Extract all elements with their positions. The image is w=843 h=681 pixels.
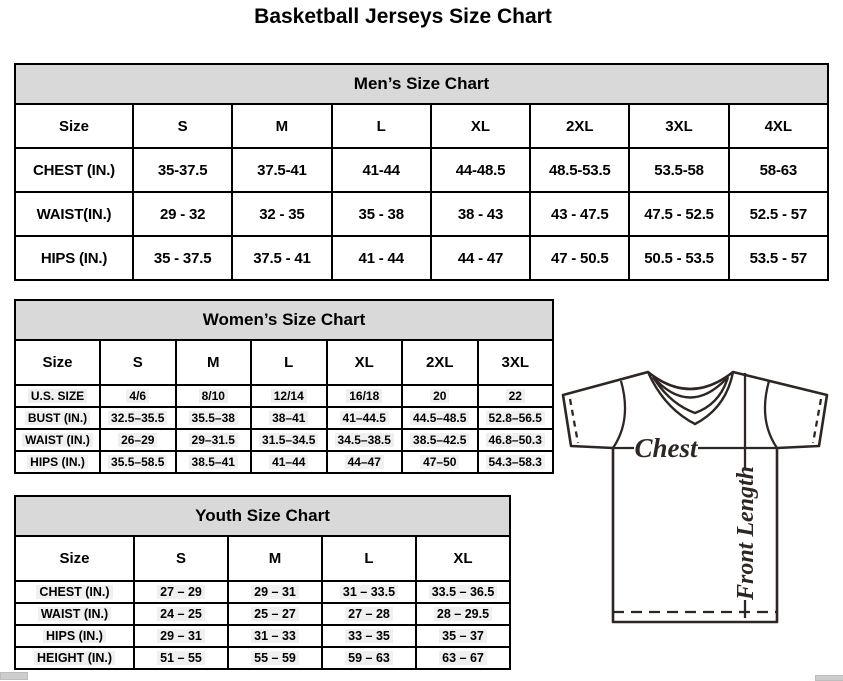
size-value-text: 16/18 xyxy=(346,389,382,403)
size-value-text: 46.8–50.3 xyxy=(486,433,545,447)
table-row xyxy=(15,429,553,451)
size-value-text: 38–41 xyxy=(269,411,308,425)
size-value-text: 38.5–41 xyxy=(189,455,238,469)
row-label xyxy=(15,451,100,473)
row-label xyxy=(15,407,100,429)
size-value-text: 52.8–56.5 xyxy=(486,411,545,425)
size-value: 58-63 xyxy=(729,148,828,192)
table-row xyxy=(15,192,828,236)
column-header: 3XL xyxy=(478,340,554,385)
table-row xyxy=(15,603,510,625)
row-label: CHEST (IN.) xyxy=(15,148,133,192)
size-value xyxy=(251,451,327,473)
row-label-text: WAIST (IN.) xyxy=(38,607,111,621)
size-value xyxy=(251,407,327,429)
column-header: M xyxy=(176,340,252,385)
size-value: 48.5-53.5 xyxy=(530,148,629,192)
row-label xyxy=(15,647,134,669)
size-value xyxy=(251,429,327,451)
row-label-text: U.S. SIZE xyxy=(28,389,87,403)
table-row xyxy=(15,625,510,647)
size-value: 44 - 47 xyxy=(431,236,530,280)
size-value xyxy=(134,647,228,669)
size-value-text: 27 – 28 xyxy=(345,607,393,621)
row-label-text: HEIGHT (IN.) xyxy=(34,651,115,665)
size-value xyxy=(228,603,322,625)
size-value-text: 44.5–48.5 xyxy=(410,411,469,425)
row-label: HIPS (IN.) xyxy=(15,236,133,280)
size-value xyxy=(327,385,403,407)
table-row xyxy=(15,581,510,603)
size-value-text: 29 – 31 xyxy=(251,585,299,599)
table-row xyxy=(15,236,828,280)
size-value: 41 - 44 xyxy=(332,236,431,280)
row-label xyxy=(15,603,134,625)
size-value: 35 - 37.5 xyxy=(133,236,232,280)
column-header-row xyxy=(15,340,553,385)
table-row xyxy=(15,385,553,407)
column-header: 4XL xyxy=(729,104,828,148)
row-label-text: CHEST (IN.) xyxy=(36,585,112,599)
table-header-band xyxy=(15,300,553,340)
size-value xyxy=(327,407,403,429)
page-title: Basketball Jerseys Size Chart xyxy=(254,5,552,28)
size-value-text: 51 – 55 xyxy=(157,651,205,665)
jersey-outline-icon xyxy=(563,372,827,622)
size-value xyxy=(100,429,176,451)
row-label-text: BUST (IN.) xyxy=(25,411,90,425)
row-label-text: HIPS (IN.) xyxy=(27,455,88,469)
youth-size-table xyxy=(14,495,511,670)
size-value xyxy=(416,603,510,625)
column-header: L xyxy=(251,340,327,385)
size-value xyxy=(100,451,176,473)
table-header-band xyxy=(15,64,828,104)
row-label-text: HIPS (IN.) xyxy=(43,629,106,643)
column-header: Size xyxy=(15,104,133,148)
size-value-text: 31 – 33 xyxy=(251,629,299,643)
row-label xyxy=(15,429,100,451)
size-value xyxy=(176,407,252,429)
size-value-text: 8/10 xyxy=(199,389,228,403)
column-header: 2XL xyxy=(530,104,629,148)
jersey-measurement-diagram xyxy=(558,358,843,628)
size-value: 32 - 35 xyxy=(232,192,331,236)
size-value xyxy=(251,385,327,407)
size-value-text: 41–44.5 xyxy=(340,411,389,425)
size-value: 35-37.5 xyxy=(133,148,232,192)
column-header-row xyxy=(15,536,510,581)
size-value: 35 - 38 xyxy=(332,192,431,236)
column-header: L xyxy=(322,536,416,581)
column-header: M xyxy=(232,104,331,148)
table-row xyxy=(15,407,553,429)
size-value-text: 31.5–34.5 xyxy=(259,433,318,447)
size-value-text: 25 – 27 xyxy=(251,607,299,621)
column-header: Size xyxy=(15,340,100,385)
size-value xyxy=(416,581,510,603)
column-header: XL xyxy=(327,340,403,385)
size-value-text: 26–29 xyxy=(118,433,157,447)
column-header: S xyxy=(134,536,228,581)
size-value xyxy=(176,385,252,407)
column-header: XL xyxy=(431,104,530,148)
size-value xyxy=(478,429,554,451)
size-value-text: 33 – 35 xyxy=(345,629,393,643)
row-label-text: WAIST (IN.) xyxy=(22,433,93,447)
size-value-text: 35.5–58.5 xyxy=(108,455,167,469)
size-value xyxy=(322,581,416,603)
row-label xyxy=(15,385,100,407)
table-title: Youth Size Chart xyxy=(15,496,510,536)
size-value-text: 63 – 67 xyxy=(439,651,487,665)
size-value-text: 33.5 – 36.5 xyxy=(429,585,498,599)
size-value-text: 35.5–38 xyxy=(189,411,238,425)
size-value-text: 44–47 xyxy=(345,455,384,469)
table-title: Women’s Size Chart xyxy=(15,300,553,340)
size-value: 41-44 xyxy=(332,148,431,192)
size-value xyxy=(327,429,403,451)
size-value xyxy=(416,625,510,647)
size-value-text: 24 – 25 xyxy=(157,607,205,621)
size-value xyxy=(478,451,554,473)
table-header-band xyxy=(15,496,510,536)
size-value-text: 29 – 31 xyxy=(157,629,205,643)
column-header: M xyxy=(228,536,322,581)
size-value xyxy=(402,429,478,451)
size-value-text: 35 – 37 xyxy=(439,629,487,643)
size-value-text: 29–31.5 xyxy=(189,433,238,447)
size-value-text: 4/6 xyxy=(126,389,149,403)
size-value: 44-48.5 xyxy=(431,148,530,192)
row-label: WAIST(IN.) xyxy=(15,192,133,236)
size-value xyxy=(416,647,510,669)
size-value: 52.5 - 57 xyxy=(729,192,828,236)
size-value: 47 - 50.5 xyxy=(530,236,629,280)
scrollbar-fragment-right[interactable] xyxy=(815,675,843,681)
column-header: 2XL xyxy=(402,340,478,385)
column-header: 3XL xyxy=(629,104,728,148)
size-value-text: 20 xyxy=(430,389,449,403)
size-value xyxy=(322,647,416,669)
chest-label: Chest xyxy=(634,433,698,463)
row-label xyxy=(15,581,134,603)
size-value-text: 28 – 29.5 xyxy=(434,607,492,621)
size-value: 38 - 43 xyxy=(431,192,530,236)
column-header-row xyxy=(15,104,828,148)
size-value-text: 38.5–42.5 xyxy=(410,433,469,447)
size-value: 37.5 - 41 xyxy=(232,236,331,280)
column-header: XL xyxy=(416,536,510,581)
size-value-text: 12/14 xyxy=(271,389,307,403)
size-value-text: 27 – 29 xyxy=(157,585,205,599)
size-value: 47.5 - 52.5 xyxy=(629,192,728,236)
womens-size-table xyxy=(14,299,554,474)
size-value: 37.5-41 xyxy=(232,148,331,192)
size-value-text: 54.3–58.3 xyxy=(486,455,545,469)
table-row xyxy=(15,451,553,473)
column-header: Size xyxy=(15,536,134,581)
size-value xyxy=(134,603,228,625)
size-value xyxy=(478,407,554,429)
size-value xyxy=(478,385,554,407)
mens-size-table xyxy=(14,63,829,281)
size-value xyxy=(228,581,322,603)
size-value xyxy=(322,625,416,647)
size-value-text: 32.5–35.5 xyxy=(108,411,167,425)
size-value-text: 47–50 xyxy=(420,455,459,469)
size-value: 29 - 32 xyxy=(133,192,232,236)
size-value-text: 59 – 63 xyxy=(345,651,393,665)
size-value: 43 - 47.5 xyxy=(530,192,629,236)
size-value xyxy=(228,625,322,647)
size-value xyxy=(100,385,176,407)
size-value xyxy=(100,407,176,429)
column-header: L xyxy=(332,104,431,148)
size-value xyxy=(134,581,228,603)
size-value-text: 31 – 33.5 xyxy=(340,585,398,599)
size-value-text: 22 xyxy=(506,389,525,403)
table-title: Men’s Size Chart xyxy=(15,64,828,104)
size-value-text: 41–44 xyxy=(269,455,308,469)
size-value: 53.5-58 xyxy=(629,148,728,192)
front-length-label: Front Length xyxy=(733,465,759,601)
size-value-text: 34.5–38.5 xyxy=(335,433,394,447)
size-value xyxy=(322,603,416,625)
size-value xyxy=(228,647,322,669)
table-row xyxy=(15,647,510,669)
size-value xyxy=(134,625,228,647)
table-row xyxy=(15,148,828,192)
size-value xyxy=(327,451,403,473)
size-value xyxy=(402,407,478,429)
size-value xyxy=(176,429,252,451)
size-value xyxy=(402,385,478,407)
column-header: S xyxy=(100,340,176,385)
size-value-text: 55 – 59 xyxy=(251,651,299,665)
size-value: 53.5 - 57 xyxy=(729,236,828,280)
size-value xyxy=(176,451,252,473)
size-value: 50.5 - 53.5 xyxy=(629,236,728,280)
size-value xyxy=(402,451,478,473)
column-header: S xyxy=(133,104,232,148)
row-label xyxy=(15,625,134,647)
